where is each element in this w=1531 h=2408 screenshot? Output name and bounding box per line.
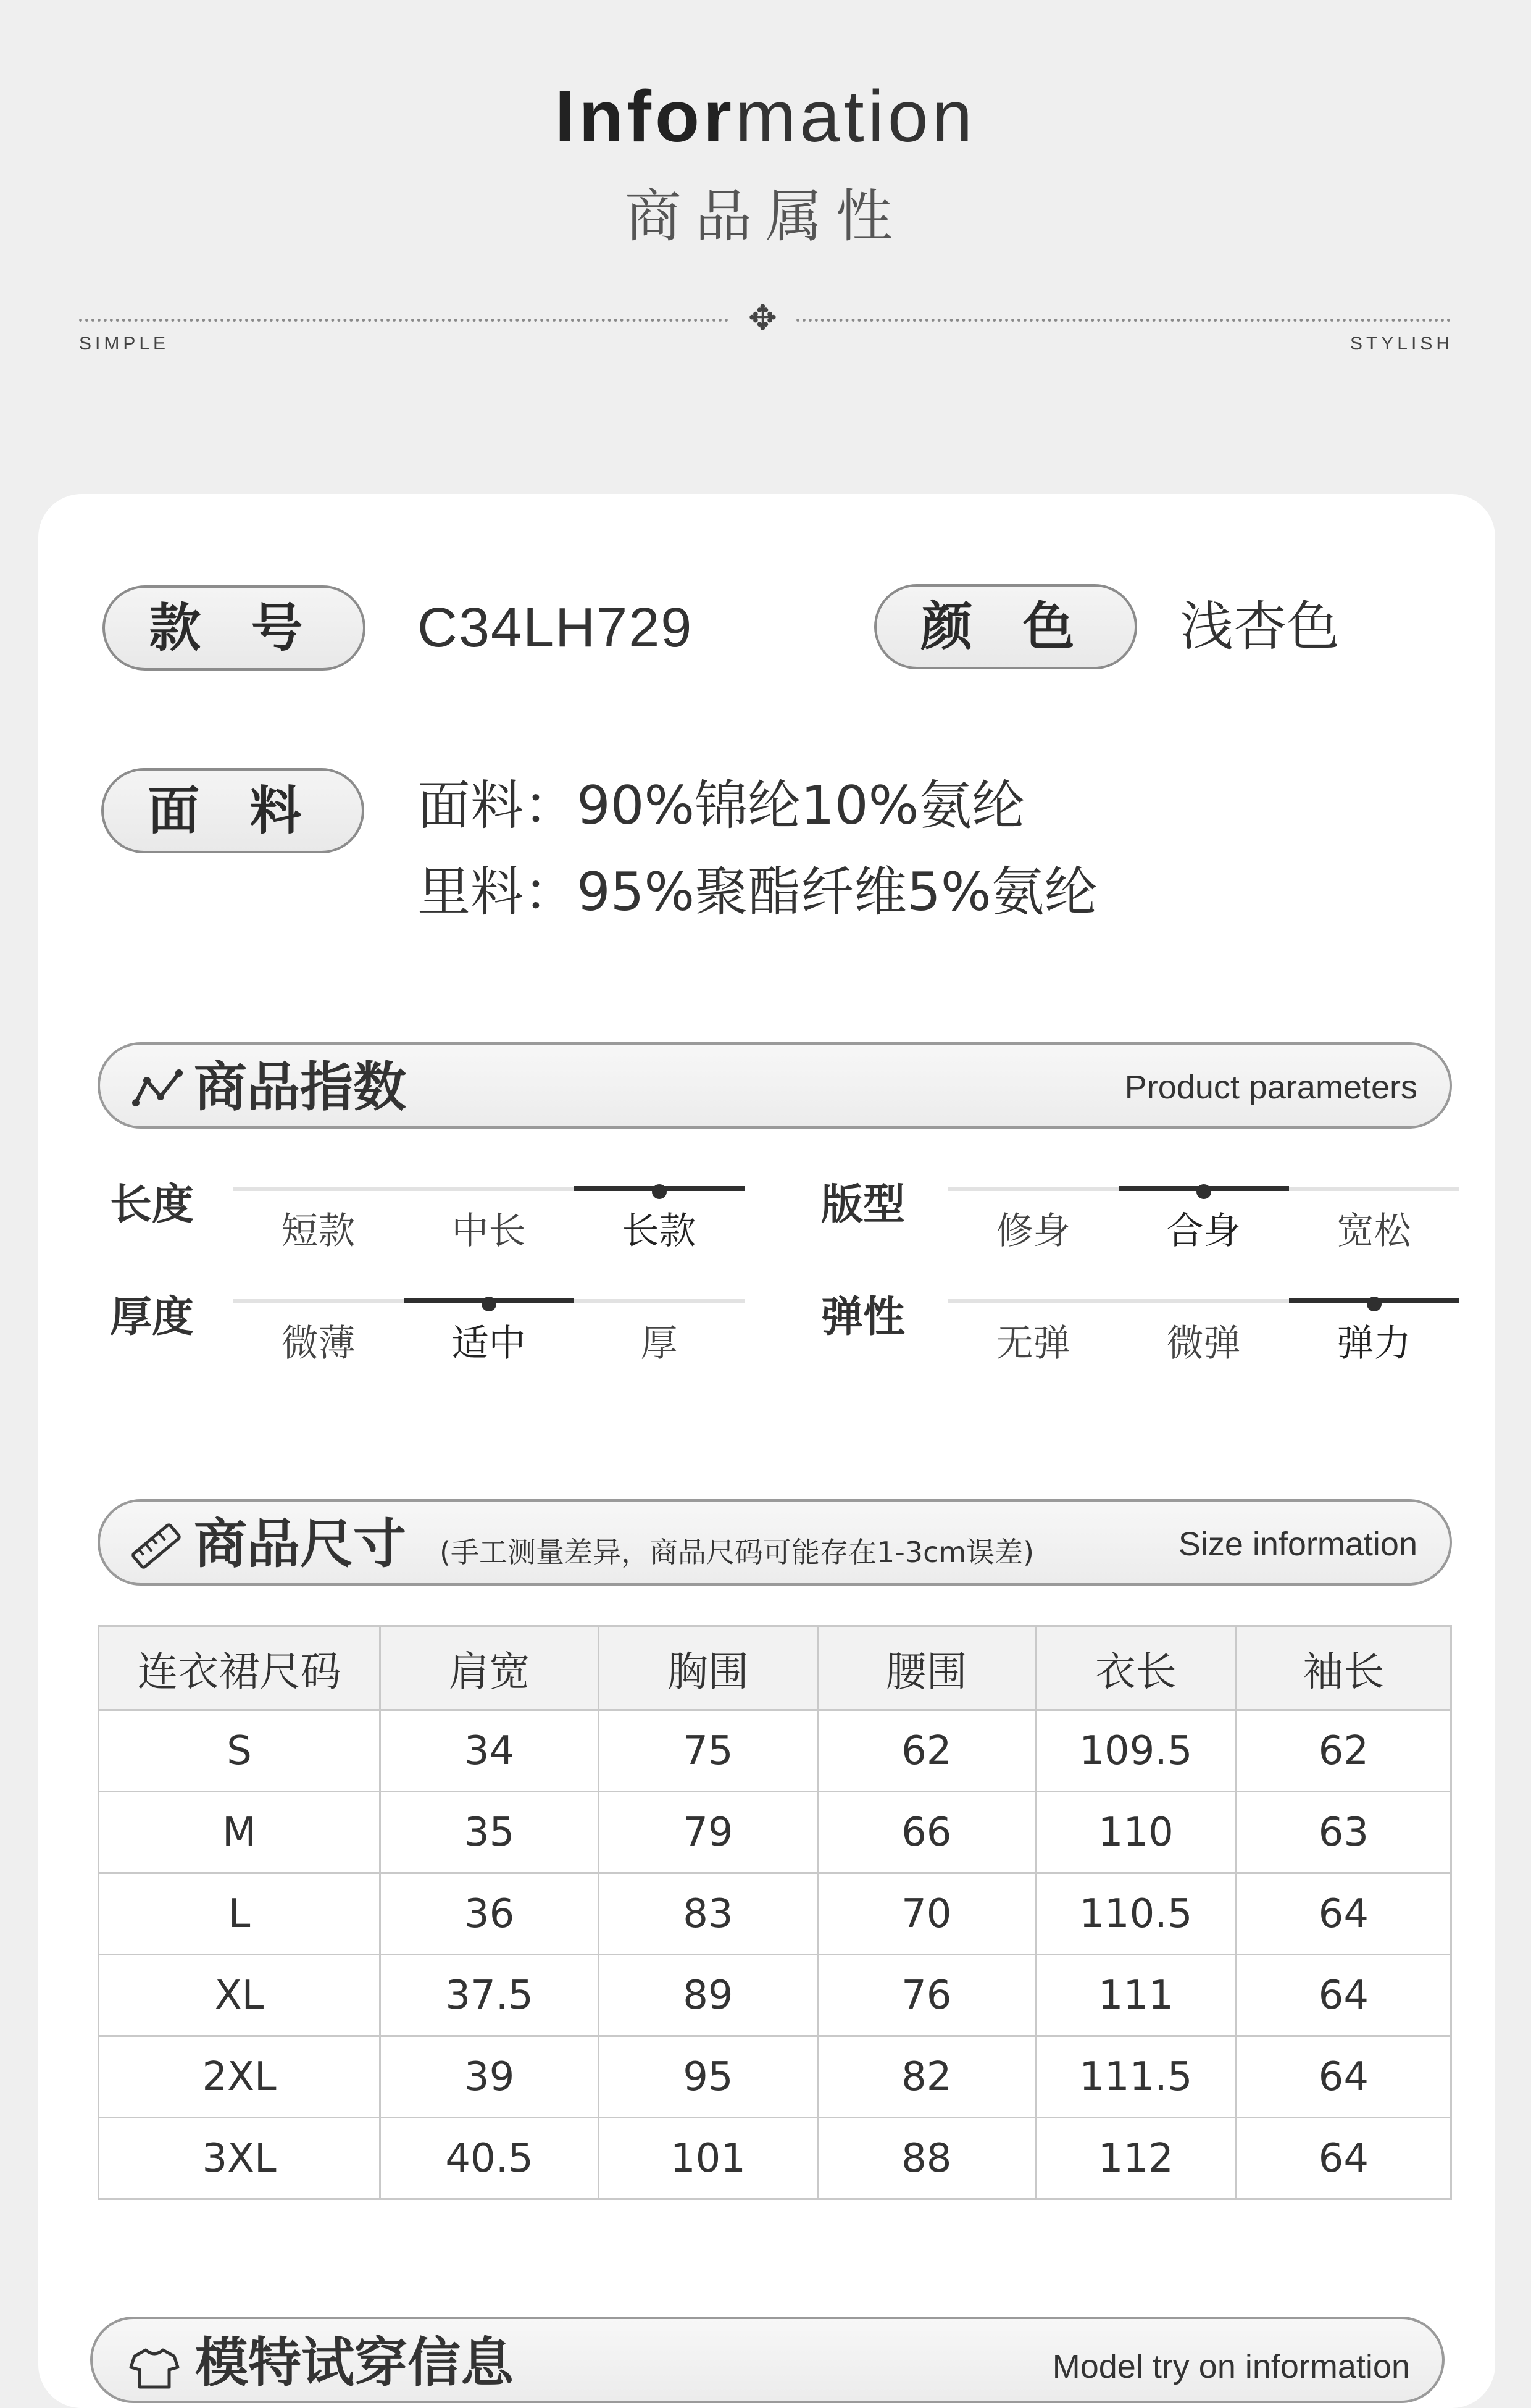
ruler-icon: [130, 1523, 183, 1570]
size-value-cell: 62: [1236, 1710, 1451, 1792]
title-light-part: mation: [735, 76, 977, 157]
size-value-cell: 89: [599, 1955, 818, 2036]
size-name-cell: 3XL: [99, 2118, 380, 2199]
index-label: 长度: [110, 1181, 194, 1229]
size-value-cell: 88: [817, 2118, 1035, 2199]
index-option: 微弹: [1166, 1322, 1241, 1365]
index-section-title: 商品指数: [194, 1056, 406, 1118]
size-value-cell: 36: [380, 1873, 599, 1955]
size-value-cell: 34: [380, 1710, 599, 1792]
size-value-cell: 75: [599, 1710, 818, 1792]
index-option: 合身: [1166, 1210, 1241, 1253]
size-table-header-cell: 衣长: [1035, 1626, 1236, 1710]
index-option: 微薄: [281, 1322, 356, 1365]
size-value-cell: 66: [817, 1792, 1035, 1873]
index-active-dot: [652, 1184, 667, 1199]
index-section-header: [98, 1042, 1452, 1129]
color-label: 颜 色: [874, 584, 1137, 669]
index-active-dot: [482, 1297, 496, 1311]
tag-stylish: STYLISH: [1350, 333, 1453, 354]
table-row: [99, 2118, 1451, 2199]
size-name-cell: 2XL: [99, 2036, 380, 2118]
divider-right: [796, 319, 1451, 322]
size-name-cell: L: [99, 1873, 380, 1955]
index-active-dot: [1196, 1184, 1211, 1199]
size-name-cell: S: [99, 1710, 380, 1792]
table-row: [99, 1710, 1451, 1792]
page-subtitle: 商品属性: [624, 183, 906, 249]
page-title: [0, 76, 1531, 157]
size-value-cell: 62: [817, 1710, 1035, 1792]
size-table-header-cell: 肩宽: [380, 1626, 599, 1710]
line-chart-icon: [132, 1068, 184, 1108]
table-row: [99, 1792, 1451, 1873]
size-value-cell: 35: [380, 1792, 599, 1873]
size-value-cell: 111.5: [1035, 2036, 1236, 2118]
color-value: 浅杏色: [1180, 596, 1340, 658]
size-table-header-cell: 胸围: [599, 1626, 818, 1710]
size-value-cell: 63: [1236, 1792, 1451, 1873]
size-section-subtitle: Size information: [1178, 1526, 1417, 1563]
size-table-header-cell: 连衣裙尺码: [99, 1626, 380, 1710]
index-section-subtitle: Product parameters: [1124, 1069, 1417, 1106]
size-value-cell: 76: [817, 1955, 1035, 2036]
table-row: [99, 1955, 1451, 2036]
index-label: 弹性: [821, 1293, 906, 1342]
size-value-cell: 37.5: [380, 1955, 599, 2036]
size-value-cell: 83: [599, 1873, 818, 1955]
index-option: 长款: [622, 1210, 696, 1253]
size-value-cell: 64: [1236, 1955, 1451, 2036]
index-option: 适中: [451, 1322, 526, 1365]
size-section-header: [98, 1499, 1452, 1586]
index-option: 厚: [640, 1322, 678, 1365]
size-value-cell: 70: [817, 1873, 1035, 1955]
size-name-cell: XL: [99, 1955, 380, 2036]
index-label: 厚度: [110, 1293, 194, 1342]
size-value-cell: 79: [599, 1792, 818, 1873]
tag-simple: SIMPLE: [79, 333, 170, 354]
size-table-header-row: [99, 1626, 1451, 1710]
size-table-body: [99, 1710, 1451, 2199]
move-cross-icon: ✥: [748, 298, 777, 338]
divider-left: [79, 319, 728, 322]
size-value-cell: 82: [817, 2036, 1035, 2118]
index-active-dot: [1367, 1297, 1382, 1311]
fabric-line-1: 面料：90%锦纶10%氨纶: [417, 775, 1025, 837]
model-section-title: 模特试穿信息: [195, 2332, 514, 2394]
size-table: [98, 1625, 1452, 2200]
style-no-value: C34LH729: [417, 597, 693, 659]
size-table-header-cell: 腰围: [817, 1626, 1035, 1710]
table-row: [99, 1873, 1451, 1955]
size-section-note: (手工测量差异，商品尺码可能存在1-3cm误差): [440, 1536, 1035, 1569]
size-value-cell: 64: [1236, 1873, 1451, 1955]
index-label: 版型: [821, 1181, 906, 1229]
size-value-cell: 39: [380, 2036, 599, 2118]
size-name-cell: M: [99, 1792, 380, 1873]
size-section-title: 商品尺寸: [194, 1513, 406, 1575]
index-option: 短款: [281, 1210, 356, 1253]
title-bold-part: Infor: [554, 76, 735, 157]
size-value-cell: 111: [1035, 1955, 1236, 2036]
fabric-line-2: 里料：95%聚酯纤维5%氨纶: [417, 861, 1098, 923]
model-section-header: [90, 2317, 1445, 2403]
index-option: 弹力: [1337, 1322, 1411, 1365]
index-option: 修身: [996, 1210, 1070, 1253]
model-section-subtitle: Model try on information: [1052, 2348, 1410, 2385]
size-value-cell: 64: [1236, 2118, 1451, 2199]
shirt-icon: [128, 2346, 180, 2389]
style-no-label: 款 号: [102, 585, 365, 671]
size-value-cell: 112: [1035, 2118, 1236, 2199]
index-option: 无弹: [996, 1322, 1070, 1365]
size-value-cell: 64: [1236, 2036, 1451, 2118]
size-value-cell: 110.5: [1035, 1873, 1236, 1955]
size-value-cell: 40.5: [380, 2118, 599, 2199]
table-row: [99, 2036, 1451, 2118]
fabric-label: 面 料: [101, 768, 364, 853]
index-option: 中长: [451, 1210, 526, 1253]
size-table-header-cell: 袖长: [1236, 1626, 1451, 1710]
index-option: 宽松: [1337, 1210, 1411, 1253]
size-value-cell: 110: [1035, 1792, 1236, 1873]
size-value-cell: 95: [599, 2036, 818, 2118]
size-value-cell: 101: [599, 2118, 818, 2199]
size-value-cell: 109.5: [1035, 1710, 1236, 1792]
